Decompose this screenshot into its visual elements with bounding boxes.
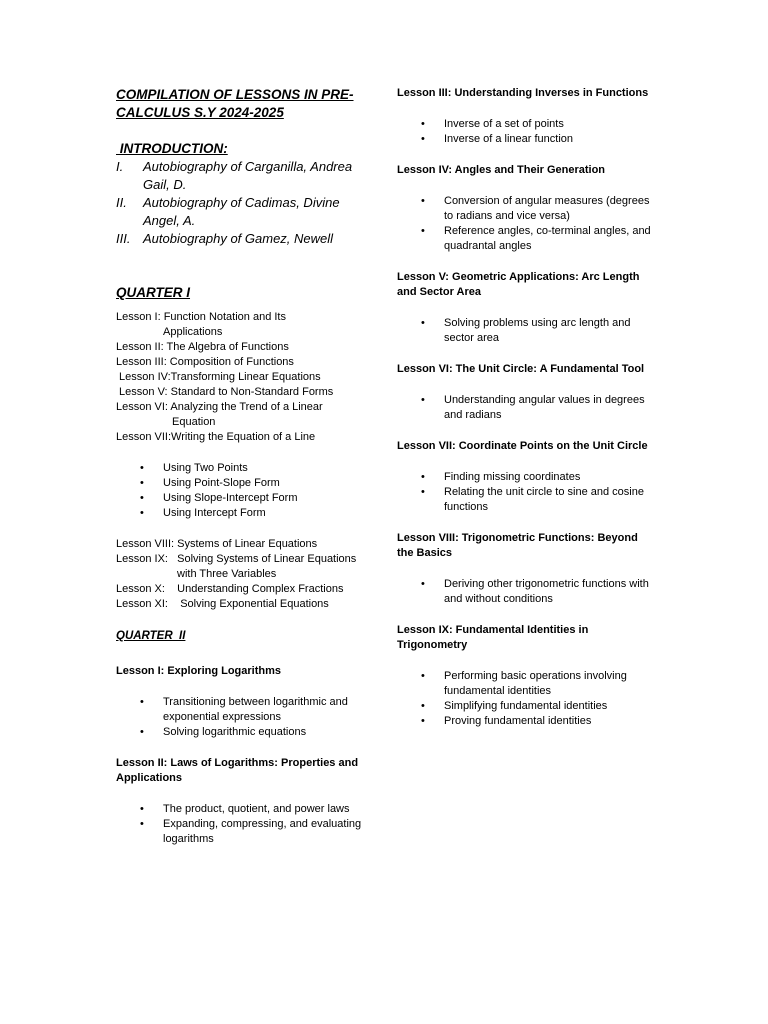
introduction-item-number: II.	[116, 195, 127, 210]
bullet-item: • Using Intercept Form	[116, 506, 376, 521]
bullet-item: • Inverse of a linear function	[397, 132, 657, 147]
lesson-line: Lesson IV:Transforming Linear Equations	[116, 371, 321, 383]
introduction-item-number: III.	[116, 231, 131, 246]
lesson-line: Lesson I: Function Notation and Its	[116, 311, 286, 323]
lesson-line: Lesson II: The Algebra of Functions	[116, 341, 289, 353]
quarter-1-heading: QUARTER I	[116, 285, 191, 300]
introduction-item	[116, 230, 376, 248]
lesson-heading: Lesson IX: Fundamental Identities in Trigonometry	[397, 624, 589, 651]
lesson-bullets	[116, 802, 376, 847]
bullet-item: • Using Slope-Intercept Form	[116, 491, 376, 506]
lesson-bullets	[397, 577, 657, 607]
left-column	[116, 86, 376, 847]
bullet-item: • Reference angles, co-terminal angles, and quadrantal angles	[397, 224, 657, 254]
lesson-line: Lesson VIII: Systems of Linear Equations	[116, 538, 318, 550]
lesson-bullets	[397, 194, 657, 254]
lesson-heading: Lesson II: Laws of Logarithms: Properties and Applications	[116, 757, 359, 784]
quarter-1-lessons-continued	[116, 537, 376, 612]
bullet-item: • Expanding, compressing, and evaluating logarithms	[116, 817, 376, 847]
lesson-heading: Lesson V: Geometric Applications: Arc Length and Sector Area	[397, 271, 640, 298]
bullet-item: • Inverse of a set of points	[397, 117, 657, 132]
quarter-2-heading: QUARTER II	[116, 630, 186, 642]
lesson-bullets	[116, 695, 376, 740]
introduction-item	[116, 194, 376, 230]
lesson-heading: Lesson III: Understanding Inverses in Functions	[397, 87, 649, 99]
lesson-bullets	[397, 669, 657, 729]
lesson-heading: Lesson IV: Angles and Their Generation	[397, 164, 606, 176]
introduction-item-text: Autobiography of Gamez, Newell	[143, 231, 334, 246]
introduction-list	[116, 158, 376, 248]
bullet-item: • Relating the unit circle to sine and cosine functions	[397, 485, 657, 515]
document-title: COMPILATION OF LESSONS IN PRE-CALCULUS S.Y 2024-2025	[116, 87, 354, 120]
bullet-item: • Using Two Points	[116, 461, 376, 476]
bullet-item: • Performing basic operations involving fundamental identities	[397, 669, 657, 699]
right-column	[397, 86, 657, 729]
bullet-item: • The product, quotient, and power laws	[116, 802, 376, 817]
lesson-bullets	[397, 393, 657, 423]
lesson-line: Lesson VI: Analyzing the Trend of a Linear	[116, 401, 323, 413]
lesson-line-continuation: with Three Variables	[177, 568, 277, 580]
lesson-heading: Lesson I: Exploring Logarithms	[116, 665, 282, 677]
bullet-item: • Proving fundamental identities	[397, 714, 657, 729]
bullet-item: • Simplifying fundamental identities	[397, 699, 657, 714]
introduction-item-number: I.	[116, 159, 124, 174]
lesson-line: Lesson IX: Solving Systems of Linear Equations	[116, 553, 357, 565]
introduction-heading: INTRODUCTION:	[116, 141, 228, 156]
lesson-line-continuation: Applications	[163, 326, 223, 338]
bullet-item: • Solving logarithmic equations	[116, 725, 376, 740]
lesson-line: Lesson XI: Solving Exponential Equations	[116, 598, 329, 610]
bullet-item: • Finding missing coordinates	[397, 470, 657, 485]
quarter-1-bullets	[116, 461, 376, 521]
bullet-item: • Conversion of angular measures (degrees to radians and vice versa)	[397, 194, 657, 224]
lesson-bullets	[397, 470, 657, 515]
lesson-heading: Lesson VII: Coordinate Points on the Unit Circle	[397, 440, 648, 452]
lesson-heading: Lesson VIII: Trigonometric Functions: Beyond the Basics	[397, 532, 638, 559]
introduction-item-text: Autobiography of Cadimas, Divine Angel, A.	[143, 195, 340, 228]
lesson-bullets	[397, 316, 657, 346]
bullet-item: • Using Point-Slope Form	[116, 476, 376, 491]
bullet-item: • Deriving other trigonometric functions with and without conditions	[397, 577, 657, 607]
bullet-item: • Understanding angular values in degrees and radians	[397, 393, 657, 423]
lesson-bullets	[397, 117, 657, 147]
lesson-line: Lesson X: Understanding Complex Fractions	[116, 583, 344, 595]
bullet-item: • Solving problems using arc length and sector area	[397, 316, 657, 346]
bullet-item: • Transitioning between logarithmic and exponential expressions	[116, 695, 376, 725]
lesson-line-continuation: Equation	[172, 416, 216, 428]
quarter-1-lessons	[116, 310, 376, 445]
lesson-heading: Lesson VI: The Unit Circle: A Fundamental Tool	[397, 363, 645, 375]
introduction-item	[116, 158, 376, 194]
introduction-item-text: Autobiography of Carganilla, Andrea Gail, D.	[143, 159, 353, 192]
lesson-line: Lesson III: Composition of Functions	[116, 356, 294, 368]
lesson-line: Lesson V: Standard to Non-Standard Forms	[116, 386, 334, 398]
lesson-line: Lesson VII:Writing the Equation of a Line	[116, 431, 316, 443]
